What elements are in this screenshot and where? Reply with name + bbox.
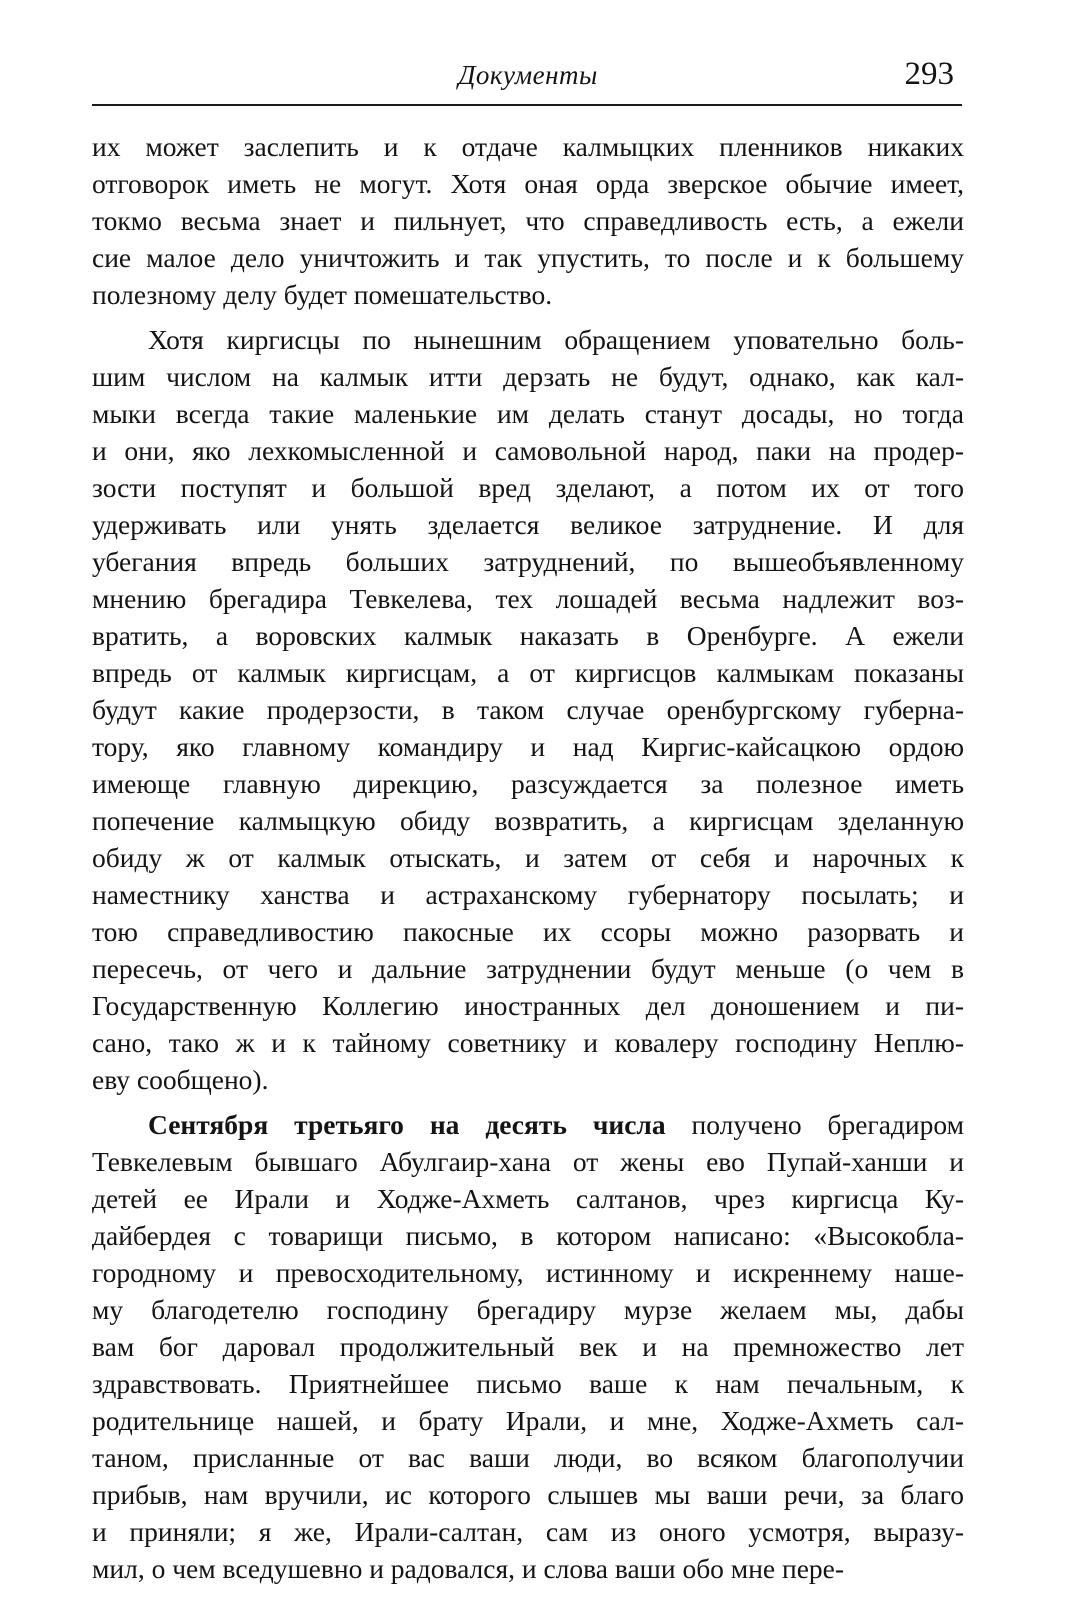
text-line bbox=[92, 1365, 964, 1402]
text-line-content: здравствовать. Приятнейшее письмо ваше к нам печальным, к bbox=[92, 1368, 964, 1399]
text-line bbox=[92, 839, 964, 876]
text-line bbox=[92, 1513, 964, 1550]
text-line bbox=[92, 1291, 964, 1328]
text-line-content: мнению брегадира Тевкелева, тех лошадей весьма надлежит воз- bbox=[92, 583, 964, 614]
text-line bbox=[92, 128, 964, 165]
text-line-content: шим числом на калмык итти дерзать не будут, однако, как кал- bbox=[92, 361, 964, 392]
text-line-content: еву сообщено). bbox=[92, 1064, 269, 1095]
text-line bbox=[92, 617, 964, 654]
text-line bbox=[92, 728, 964, 765]
text-line bbox=[92, 543, 964, 580]
text-line bbox=[92, 1106, 964, 1143]
text-line bbox=[92, 580, 964, 617]
text-line bbox=[92, 506, 964, 543]
text-line bbox=[92, 202, 964, 239]
text-line-content: имеюще главную дирекцию, разсуждается за полезное иметь bbox=[92, 768, 964, 799]
text-line bbox=[92, 395, 964, 432]
text-line bbox=[92, 1402, 964, 1439]
text-line-content: родительнице нашей, и брату Ирали, и мне, Ходже-Ахметь сал- bbox=[92, 1405, 964, 1436]
text-line bbox=[92, 1254, 964, 1291]
text-line bbox=[92, 691, 964, 728]
text-line-content: пересечь, от чего и дальние затруднении будут меньше (о чем в bbox=[92, 953, 964, 984]
text-line-content: впредь от калмык киргисцам, а от киргисцов калмыкам показаны bbox=[92, 657, 964, 688]
text-line-content: получено брегадиром bbox=[665, 1109, 964, 1140]
body-text bbox=[92, 128, 964, 1587]
text-line-content: детей ее Ирали и Ходже-Ахметь салтанов, чрез киргисца Ку- bbox=[92, 1183, 964, 1214]
text-line bbox=[92, 1439, 964, 1476]
text-line-content: сие малое дело уничтожить и так упустить, то после и к большему bbox=[92, 242, 964, 273]
text-line-content: полезному делу будет помешательство. bbox=[92, 279, 553, 310]
text-line-content: городному и превосходительному, истинному и искреннему наше- bbox=[92, 1257, 964, 1288]
text-line-content: Тевкелевым бывшаго Абулгаир-хана от жены ево Пупай-ханши и bbox=[92, 1146, 964, 1177]
text-line bbox=[92, 802, 964, 839]
text-line-content: тору, яко главному командиру и над Киргис-кайсацкою ордою bbox=[92, 731, 964, 762]
text-line-content: токмо весьма знает и пильнует, что справедливость есть, а ежели bbox=[92, 205, 964, 236]
text-line-content: их может заслепить и к отдаче калмыцких пленников никаких bbox=[92, 131, 964, 162]
text-line-content: удерживать или унять зделается великое затруднение. И для bbox=[92, 509, 964, 540]
text-line bbox=[92, 1550, 964, 1587]
text-line-content: будут какие продерзости, в таком случае оренбургскому губерна- bbox=[92, 694, 964, 725]
text-line-content: вам бог даровал продолжительный век и на премножество лет bbox=[92, 1331, 964, 1362]
text-line bbox=[92, 1143, 964, 1180]
text-line-content: таном, присланные от вас ваши люди, во всяком благополучии bbox=[92, 1442, 964, 1473]
text-line bbox=[92, 358, 964, 395]
text-line bbox=[92, 1476, 964, 1513]
text-line-content: обиду ж от калмык отыскать, и затем от себя и нарочных к bbox=[92, 842, 964, 873]
text-line-content: Хотя киргисцы по нынешним обращением уповательно боль- bbox=[148, 324, 964, 355]
text-line bbox=[92, 432, 964, 469]
text-line-content: вратить, а воровских калмык наказать в Оренбурге. А ежели bbox=[92, 620, 964, 651]
header-rule bbox=[92, 104, 962, 106]
text-line bbox=[92, 1217, 964, 1254]
text-line-content: му благодетелю господину брегадиру мурзе желаем мы, дабы bbox=[92, 1294, 964, 1325]
text-line-content: наместнику ханства и астраханскому губернатору посылать; и bbox=[92, 879, 964, 910]
text-line bbox=[92, 876, 964, 913]
text-line-content: мил, о чем вседушевно и радовался, и слова ваши обо мне пере- bbox=[92, 1553, 845, 1584]
text-line bbox=[92, 1328, 964, 1365]
text-line-content: убегания впредь больших затруднений, по вышеобъявленному bbox=[92, 546, 964, 577]
text-line-content: Государственную Коллегию иностранных дел доношением и пи- bbox=[92, 990, 964, 1021]
date-heading: Сентября третьяго на десять числа bbox=[148, 1109, 666, 1140]
text-line-content: зости поступят и большой вред зделают, а потом их от того bbox=[92, 472, 964, 503]
text-line-content: сано, тако ж и к тайному советнику и ковалеру господину Неплю- bbox=[92, 1027, 964, 1058]
running-header bbox=[92, 56, 964, 100]
text-line bbox=[92, 239, 964, 276]
text-line bbox=[92, 276, 964, 313]
text-line bbox=[92, 765, 964, 802]
text-line bbox=[92, 654, 964, 691]
text-line bbox=[92, 469, 964, 506]
text-line bbox=[92, 165, 964, 202]
text-line bbox=[92, 1061, 964, 1098]
text-line-content: отговорок иметь не могут. Хотя оная орда зверское обычие имеет, bbox=[92, 168, 964, 199]
text-line-content: попечение калмыцкую обиду возвратить, а киргисцам зделанную bbox=[92, 805, 964, 836]
text-line bbox=[92, 950, 964, 987]
text-line bbox=[92, 1024, 964, 1061]
text-line-content: тою справедливостию пакосные их ссоры можно разорвать и bbox=[92, 916, 964, 947]
text-line bbox=[92, 913, 964, 950]
running-title: Документы bbox=[458, 60, 598, 90]
text-line bbox=[92, 321, 964, 358]
text-line bbox=[92, 1180, 964, 1217]
page-number: 293 bbox=[904, 56, 954, 92]
text-line-content: и приняли; я же, Ирали-салтан, сам из оного усмотря, выразу- bbox=[92, 1516, 964, 1547]
text-line-content: дайбердея с товарищи письмо, в котором написано: «Высокобла- bbox=[92, 1220, 964, 1251]
text-line-content: мыки всегда такие маленькие им делать станут досады, но тогда bbox=[92, 398, 964, 429]
text-line bbox=[92, 987, 964, 1024]
text-line-content: прибыв, нам вручили, ис которого слышев мы ваши речи, за благо bbox=[92, 1479, 964, 1510]
text-line-content: и они, яко лехкомысленной и самовольной народ, паки на продер- bbox=[92, 435, 964, 466]
